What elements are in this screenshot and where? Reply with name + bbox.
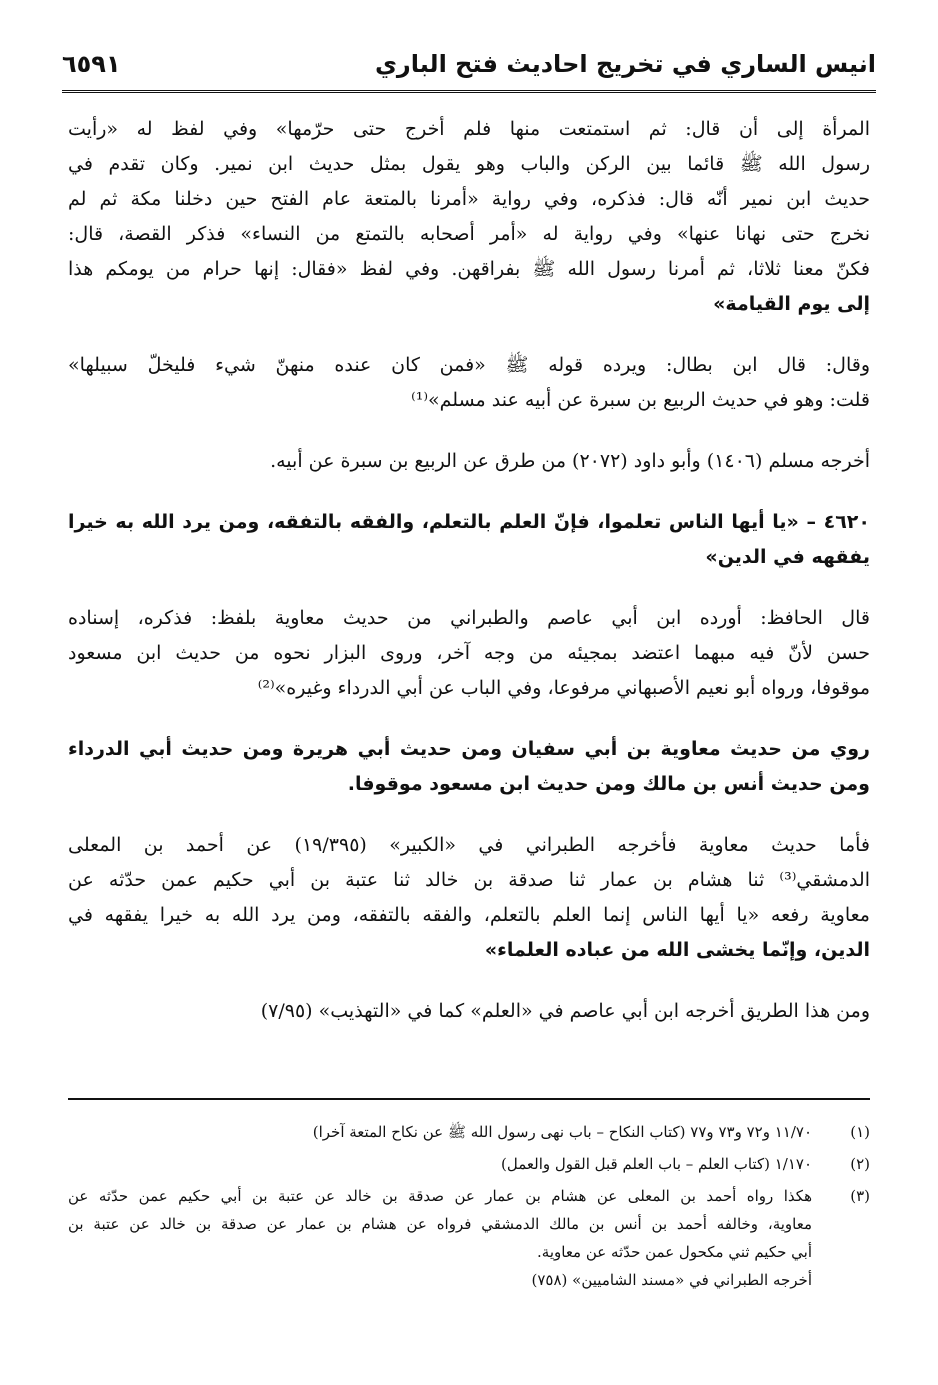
text-line: نخرج حتى نهانا عنها» وفي رواية له «أمر أصحابه بالتمتع من النساء» فذكر القصة، قال: xyxy=(68,223,870,245)
paragraph xyxy=(68,732,870,802)
text-line: قلت: وهو في حديث الربيع بن سبرة عن أبيه عند مسلم»⁽¹⁾ xyxy=(411,389,870,411)
paragraph xyxy=(68,112,870,322)
text-line: الدمشقي⁽³⁾ ثنا هشام بن عمار ثنا صدقة بن خالد ثنا عتبة بن أبي حكيم عمن حدّثه عن xyxy=(68,869,870,891)
paragraph xyxy=(68,994,870,1029)
page-number: ٦٥٩١ xyxy=(62,50,121,78)
footnote-line: معاوية، وخالفه أحمد بن أنس بن مالك الدمشقي فرواه عن هشام بن عمار عن صدقة بن خالد عن عتبة بن xyxy=(68,1215,812,1233)
footnote-line: أبي حكيم ثني مكحول عمن حدّثه عن معاوية. xyxy=(537,1243,812,1261)
running-header xyxy=(62,42,876,93)
text-line: يفقهه في الدين» xyxy=(705,546,870,568)
footnote-number: (٢) xyxy=(850,1155,870,1173)
text-line: روي من حديث معاوية بن أبي سفيان ومن حديث أبي هريرة ومن حديث أبي الدرداء xyxy=(68,738,870,760)
text-line: موقوفا، ورواه أبو نعيم الأصبهاني مرفوعا، وفي الباب عن أبي الدرداء وغيره»⁽²⁾ xyxy=(257,677,870,699)
footnote-number: (١) xyxy=(850,1123,870,1141)
text-line: ومن حديث أنس بن مالك ومن حديث ابن مسعود موقوفا. xyxy=(347,773,870,795)
footnote xyxy=(68,1118,870,1146)
footnote-line: هكذا رواه أحمد بن المعلى عن هشام بن عمار عن صدقة بن خالد عن عتبة بن أبي حكيم عمن حدّثه عن xyxy=(68,1187,812,1205)
text-line: ومن هذا الطريق أخرجه ابن أبي عاصم في «العلم» كما في «التهذيب» (٧/٩٥) xyxy=(260,1000,870,1022)
text-line: الدين، وإنّما يخشى الله من عباده العلماء» xyxy=(484,939,870,961)
text-line: فأما حديث معاوية فأخرجه الطبراني في «الكبير» (١٩/٣٩٥) عن أحمد بن المعلى xyxy=(68,834,870,856)
footnote-line: ١/١٧٠ (كتاب العلم – باب العلم قبل القول والعمل) xyxy=(501,1155,812,1173)
footnote-line: أخرجه الطبراني في «مسند الشاميين» (٧٥٨) xyxy=(531,1271,812,1289)
footnote-line: ١١/٧٠ و٧٢ و٧٣ و٧٧ (كتاب النكاح – باب نهى رسول الله ﷺ عن نكاح المتعة آخرا) xyxy=(312,1123,812,1141)
text-line: وقال: قال ابن بطال: ويرده قوله ﷺ «فمن كان عنده منهنّ شيء فليخلّ سبيلها» xyxy=(68,354,870,376)
text-line: فكنّ معنا ثلاثا، ثم أمرنا رسول الله ﷺ بفراقهن. وفي لفظ «فقال: إنها حرام من يومكم هذا xyxy=(68,258,870,280)
text-line: رسول الله ﷺ قائما بين الركن والباب وهو يقول بمثل حديث ابن نمير. وكان تقدم في xyxy=(68,153,870,175)
text-line: معاوية رفعه «يا أيها الناس إنما العلم بالتعلم، والفقه بالتفقه، ومن يرد الله به خيرا يفقهه في xyxy=(68,904,870,926)
book-title: انيس الساري في تخريج احاديث فتح الباري xyxy=(374,50,876,78)
footnotes xyxy=(68,1098,870,1294)
footnote xyxy=(68,1150,870,1178)
text-line: إلى يوم القيامة» xyxy=(713,293,870,315)
footnote-number: (٣) xyxy=(850,1187,870,1205)
text-line: المرأة إلى أن قال: ثم استمتعت منها فلم أخرج حتى حرّمها» وفي لفظ له «رأيت xyxy=(68,118,870,140)
paragraph xyxy=(68,601,870,706)
paragraph xyxy=(68,348,870,418)
hadith-entry xyxy=(68,505,870,575)
text-line: ٤٦٢٠ – «يا أيها الناس تعلموا، فإنّ العلم بالتعلم، والفقه بالتفقه، ومن يرد الله به خيرا xyxy=(68,511,870,533)
footnote xyxy=(68,1182,870,1294)
main-text xyxy=(68,112,870,1055)
text-line: قال الحافظ: أورده ابن أبي عاصم والطبراني من حديث معاوية بلفظ: فذكره، إسناده xyxy=(68,607,870,629)
text-line: أخرجه مسلم (١٤٠٦) وأبو داود (٢٠٧٢) من طرق عن الربيع بن سبرة عن أبيه. xyxy=(270,450,870,472)
paragraph xyxy=(68,828,870,968)
paragraph xyxy=(68,444,870,479)
text-line: حديث ابن نمير أنّه قال: فذكره، وفي رواية «أمرنا بالمتعة عام الفتح حين دخلنا مكة ثم لم xyxy=(68,188,870,210)
text-line: حسن لأنّ فيه مبهما اعتضد بمجيئه من وجه آخر، وروى البزار نحوه من حديث ابن مسعود xyxy=(68,642,870,664)
